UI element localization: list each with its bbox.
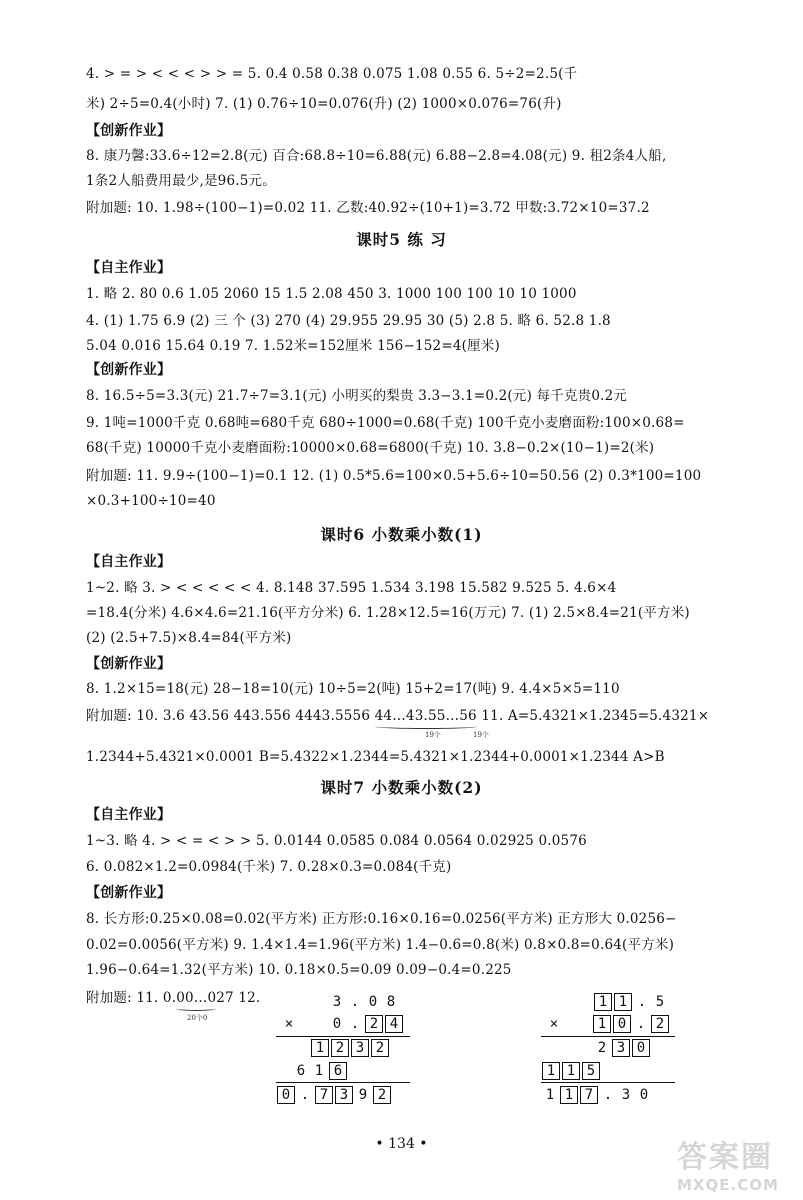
partial-product-row-1: [310, 1038, 390, 1058]
digit-box: 1: [614, 993, 632, 1011]
answer-line-20: 1~3. 略 4. > < = < > > 5. 0.0144 0.0585 0.084 0.0564 0.02925 0.0576: [86, 833, 587, 849]
repeating-digits-expression: 44…43.55…56: [374, 708, 477, 724]
digit: .: [300, 1087, 310, 1103]
watermark-url: MXQE.COM: [677, 1176, 779, 1194]
answer-line-15: =18.4(分米) 4.6×4.6=21.16(平方分米) 6. 1.28×12.5=16(万元) 7. (1) 2.5×8.4=21(平方米): [86, 605, 690, 621]
digit: 0: [639, 1087, 649, 1103]
digit: 9: [358, 1087, 368, 1103]
partial-product-row-2: [292, 1061, 348, 1081]
digit-box: 4: [385, 1015, 403, 1033]
answer-line-8: 5.04 0.016 15.64 0.19 7. 1.52米=152厘米 156−152=4(厘米): [86, 338, 500, 354]
count-note: 20个0: [187, 1014, 208, 1022]
digit-box: 0: [632, 1039, 650, 1057]
sum-line: [276, 1082, 410, 1083]
digit-box: 2: [373, 1086, 391, 1104]
digit-box: 1: [542, 1062, 560, 1080]
digit: 8: [386, 994, 396, 1010]
digit: 3: [332, 994, 342, 1010]
product-row: [541, 1085, 653, 1105]
answer-line-25-start: 附加题: 11. 0.: [86, 990, 177, 1006]
digit-box: 1: [560, 1086, 578, 1104]
digit-box: 0: [277, 1086, 295, 1104]
answer-line-17: 8. 1.2×15=18(元) 28−18=10(元) 10÷5=2(吨) 15+2=17(吨) 9. 4.4×5×5=110: [86, 681, 620, 697]
times-sign: ×: [284, 1016, 294, 1032]
answer-line-21: 6. 0.082×1.2=0.0984(千米) 7. 0.28×0.3=0.084(千克): [86, 859, 452, 875]
digit: 0: [332, 1016, 342, 1032]
zeros-expression: 00…0: [176, 990, 217, 1006]
section-heading-innovation: 【创新作业】: [86, 885, 172, 901]
answer-line-2: 米) 2÷5=0.4(小时) 7. (1) 0.76÷10=0.076(升) (2) 1000×0.076=76(升): [86, 96, 562, 112]
answer-line-extra-1: 附加题: 10. 1.98÷(100−1)=0.02 11. 乙数:40.92÷(10+1)=3.72 甲数:3.72×10=37.2: [86, 200, 650, 216]
answer-line-9: 8. 16.5÷5=3.3(元) 21.7÷7=3.1(元) 小明买的梨贵 3.3−3.1=0.2(元) 每千克贵0.2元: [86, 388, 628, 404]
watermark-logo-text: 答案圈: [677, 1140, 773, 1175]
answer-line-13: ×0.3+100÷10=40: [86, 493, 216, 509]
multiplier-row: [545, 1014, 670, 1034]
digit-box: 2: [371, 1039, 389, 1057]
section-heading-innovation: 【创新作业】: [86, 656, 172, 672]
section-heading-self: 【自主作业】: [86, 260, 172, 276]
answer-line-18-end: 11. A=5.4321×1.2345=5.4321×: [476, 708, 710, 724]
digit-box: 1: [594, 993, 612, 1011]
partial-product-row-1: [593, 1038, 651, 1058]
lesson-6-title: 课时6 小数乘小数(1): [320, 525, 483, 544]
digit: 2: [597, 1040, 607, 1056]
digit-box: 1: [593, 1015, 611, 1033]
sum-line: [276, 1036, 410, 1037]
answer-line-19: 1.2344+5.4321×0.0001 B=5.4322×1.2344=5.4321×1.2344+0.0001×1.2344 A>B: [86, 749, 665, 765]
digit-box: 1: [311, 1039, 329, 1057]
digit-box: 3: [335, 1086, 353, 1104]
times-sign: ×: [549, 1016, 559, 1032]
answer-line-1: 4. > = > < < < > > = 5. 0.4 0.58 0.38 0.075 1.08 0.55 6. 5÷2=2.5(千: [86, 66, 578, 82]
lesson-5-title: 课时5 练 习: [356, 230, 447, 249]
partial-product-row-2: [541, 1061, 601, 1081]
digit-box: 3: [351, 1039, 369, 1057]
multiplicand-row: [593, 992, 669, 1012]
vertical-multiplication-1: [270, 990, 420, 1110]
count-note: 19个: [473, 731, 489, 739]
answer-line-25-end: 27 12.: [216, 990, 261, 1006]
digit-box: 1: [562, 1062, 580, 1080]
answer-line-16: (2) (2.5+7.5)×8.4=84(平方米): [86, 630, 292, 646]
digit: 5: [655, 994, 665, 1010]
page-number: • 134 •: [375, 1136, 428, 1152]
answer-line-22: 8. 长方形:0.25×0.08=0.02(平方米) 正方形:0.16×0.16=0.0256(平方米) 正方形大 0.0256−: [86, 911, 677, 927]
digit-box: 5: [582, 1062, 600, 1080]
digit-box: 7: [580, 1086, 598, 1104]
digit: .: [636, 1016, 646, 1032]
answer-line-3: 8. 康乃馨:33.6÷12=2.8(元) 百合:68.8÷10=6.88(元) 6.88−2.8=4.08(元) 9. 租2条4人船,: [86, 148, 667, 164]
answer-line-7: 4. (1) 1.75 6.9 (2) 三 个 (3) 270 (4) 29.955 29.95 30 (5) 2.8 5. 略 6. 52.8 1.8: [86, 313, 611, 329]
answer-line-23: 0.02=0.0056(平方米) 9. 1.4×1.4=1.96(平方米) 1.4−0.6=0.8(米) 0.8×0.8=0.64(平方米): [86, 937, 675, 953]
product-row: [276, 1085, 392, 1105]
digit: .: [350, 994, 360, 1010]
digit: .: [603, 1087, 613, 1103]
answer-line-4: 1条2人船费用最少,是96.5元。: [86, 173, 276, 189]
section-heading-innovation: 【创新作业】: [86, 362, 172, 378]
section-heading-self: 【自主作业】: [86, 554, 172, 570]
answer-line-10: 9. 1吨=1000千克 0.68吨=680千克 680÷1000=0.68(千克) 100千克小麦磨面粉:100×0.68=: [86, 415, 685, 431]
sum-line: [541, 1036, 675, 1037]
digit-box: 6: [329, 1062, 347, 1080]
answer-line-24: 1.96−0.64=1.32(平方米) 10. 0.18×0.5=0.09 0.09−0.4=0.225: [86, 962, 512, 978]
watermark-logo: [677, 1132, 797, 1192]
answer-line-6: 1. 略 2. 80 0.6 1.05 2060 15 1.5 2.08 450 3. 1000 100 100 10 10 1000: [86, 286, 577, 302]
vertical-multiplication-2: [535, 990, 685, 1110]
multiplicand-row: [328, 992, 400, 1012]
count-note: 19个: [425, 731, 441, 739]
digit-box: 2: [331, 1039, 349, 1057]
answer-line-11: 68(千克) 10000千克小麦磨面粉:10000×0.68=6800(千克) 10. 3.8−0.2×(10−1)=2(米): [86, 440, 655, 456]
digit-box: 2: [651, 1015, 669, 1033]
digit: 3: [621, 1087, 631, 1103]
digit-box: 3: [612, 1039, 630, 1057]
digit: 6: [296, 1063, 306, 1079]
section-heading-self: 【自主作业】: [86, 807, 172, 823]
digit-box: 0: [613, 1015, 631, 1033]
sum-line: [541, 1082, 675, 1083]
answer-line-12: 附加题: 11. 9.9÷(100−1)=0.1 12. (1) 0.5*5.6=100×0.5+5.6÷10=50.56 (2) 0.3*100=100: [86, 468, 702, 484]
digit: 0: [368, 994, 378, 1010]
digit: 1: [545, 1087, 555, 1103]
answer-line-18: [86, 706, 787, 726]
section-heading-innovation: 【创新作业】: [86, 123, 172, 139]
digit: .: [637, 994, 647, 1010]
lesson-7-title: 课时7 小数乘小数(2): [320, 778, 483, 797]
digit: .: [350, 1016, 360, 1032]
digit-box: 7: [315, 1086, 333, 1104]
answer-line-14: 1~2. 略 3. > < < < < < 4. 8.148 37.595 1.534 3.198 15.582 9.525 5. 4.6×4: [86, 580, 617, 596]
digit: 1: [314, 1063, 324, 1079]
digit-box: 2: [365, 1015, 383, 1033]
multiplier-row: [280, 1014, 404, 1034]
answer-line-18-start: 附加题: 10. 3.6 43.56 443.556 4443.5556: [86, 708, 375, 724]
